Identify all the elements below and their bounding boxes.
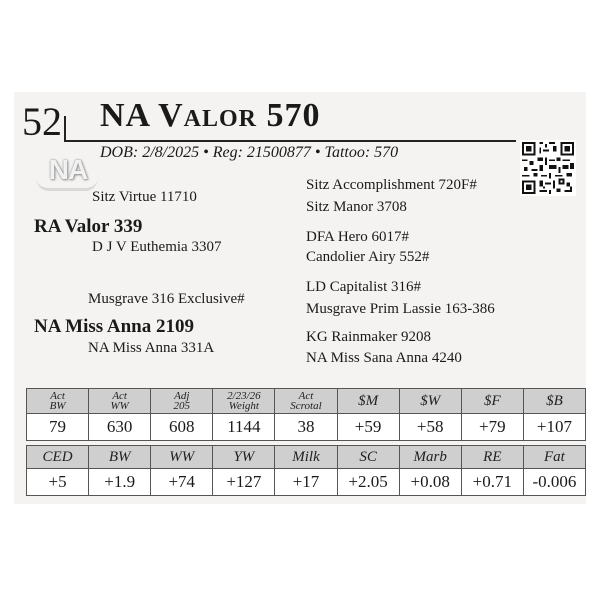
table-cell: 608 [151,414,213,441]
header-line: Weight [228,400,259,412]
table-cell: +2.05 [337,469,399,496]
header-line: Adj [174,390,190,402]
pedigree-dam-dam: NA Miss Anna 331A [88,340,215,356]
table-header-cell: SC [337,446,399,469]
divider [64,116,66,142]
table-cell: +74 [151,469,213,496]
epd-table [26,445,586,496]
table-cell: +58 [399,414,461,441]
table-header-cell [213,389,275,414]
table-cell: +127 [213,469,275,496]
table-cell: +59 [337,414,399,441]
table-cell: +1.9 [89,469,151,496]
table-header-cell: $M [337,389,399,414]
header-line: BW [49,400,66,412]
table-cell: +0.08 [399,469,461,496]
table-cell: +17 [275,469,337,496]
performance-table [26,388,586,441]
table-header-cell: Marb [399,446,461,469]
pedigree-sire-dam-dam: Candolier Airy 552# [306,249,430,265]
table-header-cell: Fat [523,446,585,469]
table-cell: +5 [27,469,89,496]
lot-number: 52 [22,99,62,144]
table-header-cell: YW [213,446,275,469]
table-cell: 38 [275,414,337,441]
header-line: Act [112,390,127,402]
table-row [27,414,586,441]
table-cell: +79 [461,414,523,441]
header-line: 2/23/26 [227,390,261,402]
table-cell: 79 [27,414,89,441]
table-row [27,469,586,496]
animal-name: NA Valor 570 [100,97,321,134]
table-cell: -0.006 [523,469,585,496]
pedigree-sire-dam-sire: DFA Hero 6017# [306,229,410,245]
header-line: Scrotal [290,400,322,412]
table-header-cell [275,389,337,414]
na-logo-icon: NA [48,154,88,185]
table-header-row [27,389,586,414]
pedigree-dam-dam-sire: KG Rainmaker 9208 [306,329,431,345]
table-header-cell [27,389,89,414]
header-line: Act [50,390,65,402]
table-header-cell: $F [461,389,523,414]
pedigree-dam: NA Miss Anna 2109 [34,316,194,337]
table-header-cell [89,389,151,414]
table-header-row [27,446,586,469]
table-header-cell: CED [27,446,89,469]
header-line: WW [110,400,129,412]
table-header-cell: RE [461,446,523,469]
pedigree-sire-dam: D J V Euthemia 3307 [92,239,222,255]
pedigree-sire-sire-sire: Sitz Accomplishment 720F# [306,177,477,193]
header-line: Act [298,390,314,402]
divider [64,140,516,142]
animal-info-line: DOB: 2/8/2025 • Reg: 21500877 • Tattoo: 570 [100,144,399,161]
pedigree-dam-sire-sire: LD Capitalist 316# [306,279,421,295]
table-header-cell: Milk [275,446,337,469]
header-line: 205 [173,400,191,412]
table-header-cell: BW [89,446,151,469]
table-header-cell: $W [399,389,461,414]
pedigree-sire: RA Valor 339 [34,216,143,237]
table-cell: +0.71 [461,469,523,496]
table-cell: 1144 [213,414,275,441]
qr-code-icon[interactable] [520,140,576,196]
table-cell: +107 [523,414,585,441]
pedigree-dam-sire: Musgrave 316 Exclusive# [88,291,245,307]
table-header-cell: $B [523,389,585,414]
pedigree-sire-sire-dam: Sitz Manor 3708 [306,199,407,215]
pedigree-dam-sire-dam: Musgrave Prim Lassie 163-386 [306,301,495,317]
logo-swoosh [36,178,98,191]
pedigree-dam-dam-dam: NA Miss Sana Anna 4240 [306,350,462,366]
table-header-cell [151,389,213,414]
table-header-cell: WW [151,446,213,469]
pedigree-sire-sire: Sitz Virtue 11710 [92,189,197,205]
table-cell: 630 [89,414,151,441]
